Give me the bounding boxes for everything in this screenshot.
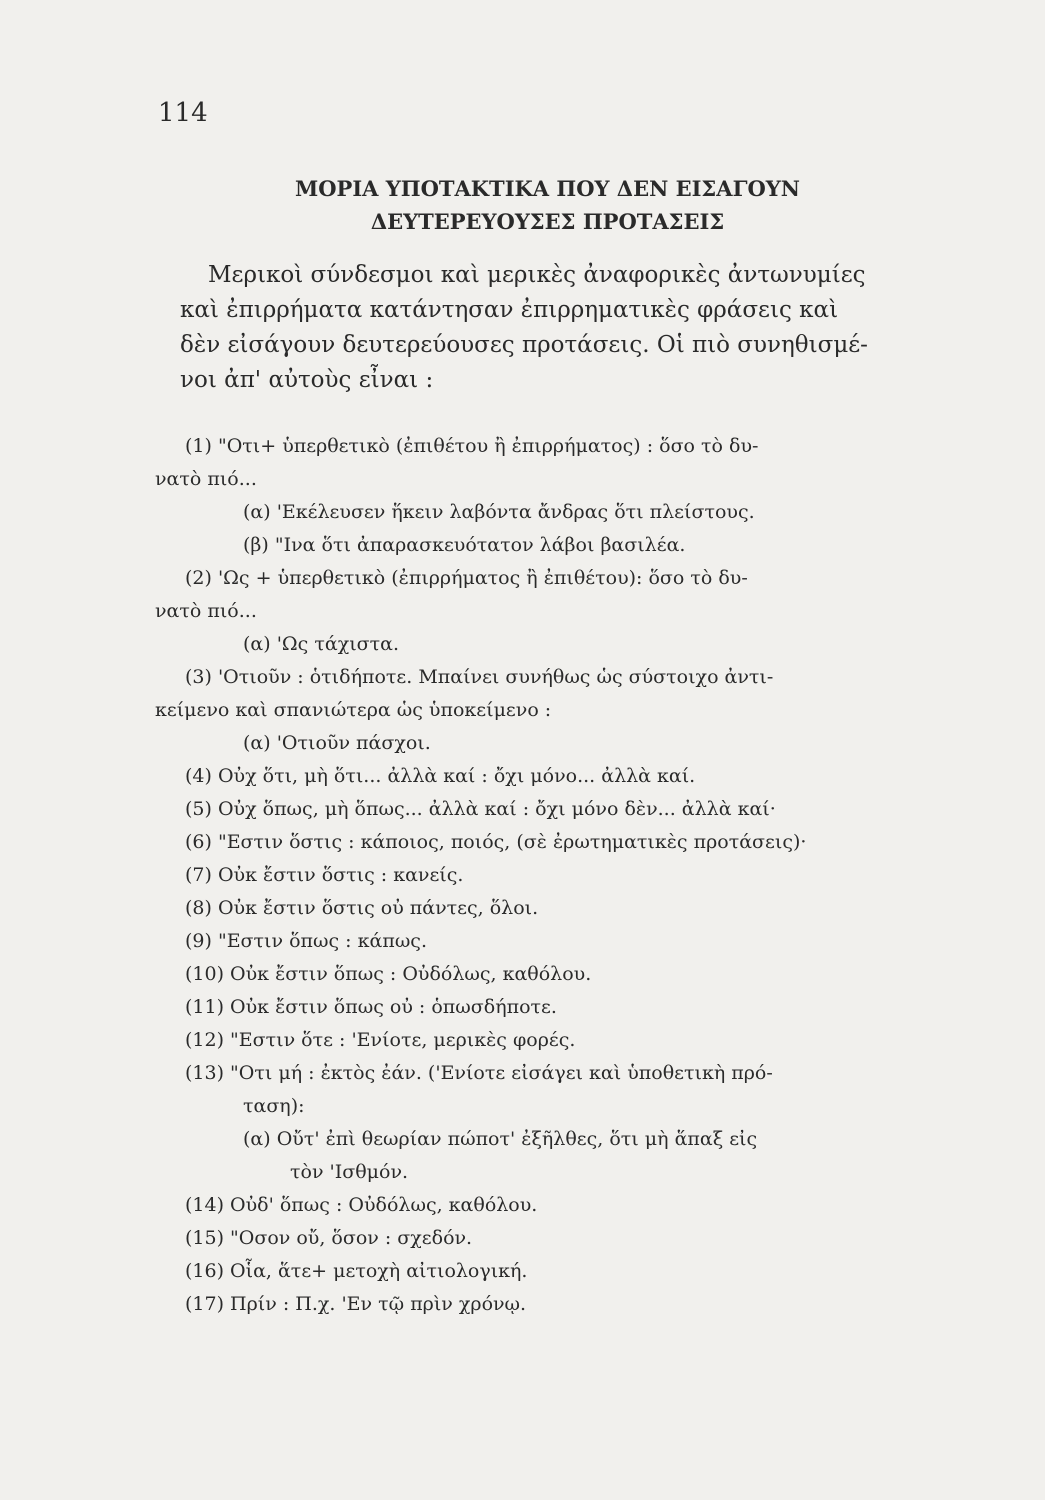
intro-line-3: δὲν εἰσάγουν δευτερεύουσες προτάσεις. Οἱ πιὸ συνηθισμέ- xyxy=(180,332,868,358)
item-17: (17) Πρίν : Π.χ. 'Εν τῷ πρὶν χρόνῳ. xyxy=(185,1293,527,1315)
item-13-example-a-line-1: (α) Οὔτ' ἐπὶ θεωρίαν πώποτ' ἐξῆλθες, ὅτι μὴ ἅπαξ εἰς xyxy=(243,1128,758,1150)
item-13-example-a-line-2: τὸν 'Ισθμόν. xyxy=(290,1161,409,1183)
item-15: (15) "Οσον οὔ, ὅσον : σχεδόν. xyxy=(185,1227,473,1249)
intro-line-2: καὶ ἐπιρρήματα κατάντησαν ἐπιρρηματικὲς φράσεις καὶ xyxy=(180,297,839,323)
item-1-line-1: (1) "Οτι+ ὑπερθετικὸ (ἐπιθέτου ἢ ἐπιρρήματος) : ὅσο τὸ δυ- xyxy=(185,435,759,457)
item-2-line-2: νατὸ πιό... xyxy=(155,600,257,622)
item-5: (5) Οὐχ ὅπως, μὴ ὅπως... ἀλλὰ καί : ὄχι μόνο δὲν... ἀλλὰ καί· xyxy=(185,798,776,820)
item-13-line-2: ταση): xyxy=(243,1095,305,1117)
page-number: 114 xyxy=(158,98,208,128)
item-13-line-1: (13) "Οτι μή : ἐκτὸς ἐάν. ('Ενίοτε εἰσάγει καὶ ὑποθετικὴ πρό- xyxy=(185,1062,773,1084)
item-14: (14) Οὐδ' ὅπως : Οὐδόλως, καθόλου. xyxy=(185,1194,538,1216)
item-11: (11) Οὐκ ἔστιν ὅπως οὐ : ὁπωσδήποτε. xyxy=(185,996,557,1018)
item-3-line-1: (3) 'Οτιοῦν : ὁτιδήποτε. Μπαίνει συνήθως ὡς σύστοιχο ἀντι- xyxy=(185,666,774,688)
intro-line-1: Μερικοὶ σύνδεσμοι καὶ μερικὲς ἀναφορικὲς ἀντωνυμίες xyxy=(208,262,866,288)
item-6: (6) "Εστιν ὅστις : κάποιος, ποιός, (σὲ ἐρωτηματικὲς προτάσεις)· xyxy=(185,831,807,853)
item-1-example-b: (β) "Ινα ὅτι ἀπαρασκευότατον λάβοι βασιλέα. xyxy=(243,534,686,556)
item-12: (12) "Εστιν ὅτε : 'Ενίοτε, μερικὲς φορές. xyxy=(185,1029,576,1051)
item-4: (4) Οὐχ ὅτι, μὴ ὅτι... ἀλλὰ καί : ὄχι μόνο... ἀλλὰ καί. xyxy=(185,765,696,787)
heading-line-1: ΜΟΡΙΑ ΥΠΟΤΑΚΤΙΚΑ ΠΟΥ ΔΕΝ ΕΙΣΑΓΟΥΝ xyxy=(295,176,800,201)
item-9: (9) "Εστιν ὅπως : κάπως. xyxy=(185,930,427,952)
item-7: (7) Οὐκ ἔστιν ὅστις : κανείς. xyxy=(185,864,464,886)
item-8: (8) Οὐκ ἔστιν ὅστις οὐ πάντες, ὅλοι. xyxy=(185,897,539,919)
particle-list xyxy=(155,430,960,1321)
item-16: (16) Οἷα, ἅτε+ μετοχὴ αἰτιολογική. xyxy=(185,1260,528,1282)
item-2-line-1: (2) 'Ως + ὑπερθετικὸ (ἐπιρρήματος ἢ ἐπιθέτου): ὅσο τὸ δυ- xyxy=(185,567,748,589)
item-10: (10) Οὐκ ἔστιν ὅπως : Οὐδόλως, καθόλου. xyxy=(185,963,592,985)
item-1-line-2: νατὸ πιό... xyxy=(155,468,257,490)
heading-line-2: ΔΕΥΤΕΡΕΥΟΥΣΕΣ ΠΡΟΤΑΣΕΙΣ xyxy=(370,209,725,234)
item-3-example-a: (α) 'Οτιοῦν πάσχοι. xyxy=(243,732,431,754)
intro-paragraph xyxy=(180,258,955,398)
chapter-heading xyxy=(170,172,925,238)
intro-line-4: νοι ἀπ' αὐτοὺς εἶναι : xyxy=(180,367,434,393)
item-1-example-a: (α) 'Εκέλευσεν ἥκειν λαβόντα ἄνδρας ὅτι πλείστους. xyxy=(243,501,755,523)
item-2-example-a: (α) 'Ως τάχιστα. xyxy=(243,633,400,655)
item-3-line-2: κείμενο καὶ σπανιώτερα ὡς ὑποκείμενο : xyxy=(155,699,552,721)
